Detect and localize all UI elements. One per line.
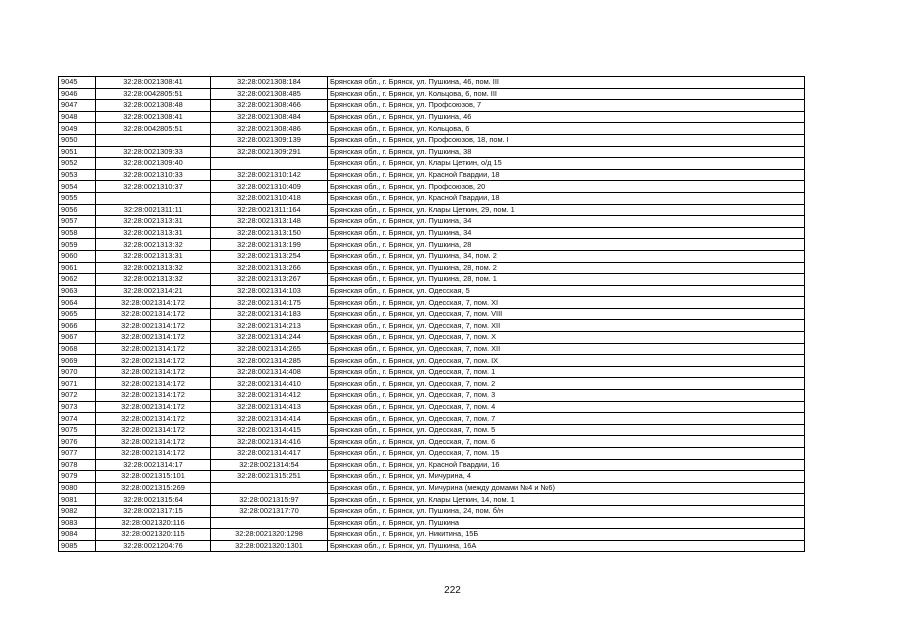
row-number-cell: 9052 <box>59 158 96 170</box>
table-row <box>59 471 805 483</box>
row-number-cell: 9078 <box>59 459 96 471</box>
land-cadastral-number-cell: 32:28:0021314:172 <box>96 424 211 436</box>
object-cadastral-number-cell: 32:28:0021313:266 <box>211 262 328 274</box>
address-cell: Брянская обл., г. Брянск, ул. Одесская, 7, пом. 2 <box>328 378 805 390</box>
land-cadastral-number-cell: 32:28:0021314:172 <box>96 332 211 344</box>
table-row <box>59 378 805 390</box>
object-cadastral-number-cell: 32:28:0021314:415 <box>211 424 328 436</box>
table-row <box>59 308 805 320</box>
table-row <box>59 459 805 471</box>
row-number-cell: 9054 <box>59 181 96 193</box>
address-cell: Брянская обл., г. Брянск, ул. Одесская, 7, пом. X <box>328 332 805 344</box>
table-row <box>59 100 805 112</box>
table-row <box>59 239 805 251</box>
row-number-cell: 9047 <box>59 100 96 112</box>
address-cell: Брянская обл., г. Брянск, ул. Красной Гвардии, 16 <box>328 459 805 471</box>
object-cadastral-number-cell: 32:28:0021315:97 <box>211 494 328 506</box>
object-cadastral-number-cell: 32:28:0021314:413 <box>211 401 328 413</box>
table-row <box>59 401 805 413</box>
object-cadastral-number-cell: 32:28:0021317:70 <box>211 505 328 517</box>
address-cell: Брянская обл., г. Брянск, ул. Одесская, 7, пом. 7 <box>328 413 805 425</box>
row-number-cell: 9062 <box>59 274 96 286</box>
land-cadastral-number-cell: 32:28:0021314:172 <box>96 355 211 367</box>
object-cadastral-number-cell: 32:28:0021314:183 <box>211 308 328 320</box>
address-cell: Брянская обл., г. Брянск, ул. Пушкина, 24, пом. б/н <box>328 505 805 517</box>
address-cell: Брянская обл., г. Брянск, ул. Пушкина, 28, пом. 2 <box>328 262 805 274</box>
row-number-cell: 9064 <box>59 297 96 309</box>
address-cell: Брянская обл., г. Брянск, ул. Пушкина, 34 <box>328 216 805 228</box>
table-row <box>59 297 805 309</box>
address-cell: Брянская обл., г. Брянск, ул. Одесская, 7, пом. 4 <box>328 401 805 413</box>
row-number-cell: 9073 <box>59 401 96 413</box>
object-cadastral-number-cell: 32:28:0021314:175 <box>211 297 328 309</box>
object-cadastral-number-cell: 32:28:0021314:103 <box>211 285 328 297</box>
row-number-cell: 9046 <box>59 88 96 100</box>
object-cadastral-number-cell: 32:28:0021313:150 <box>211 227 328 239</box>
address-cell: Брянская обл., г. Брянск, ул. Одесская, 7, пом. 3 <box>328 390 805 402</box>
land-cadastral-number-cell: 32:28:0021314:172 <box>96 343 211 355</box>
land-cadastral-number-cell: 32:28:0021310:33 <box>96 169 211 181</box>
object-cadastral-number-cell: 32:28:0021308:486 <box>211 123 328 135</box>
row-number-cell: 9081 <box>59 494 96 506</box>
address-cell: Брянская обл., г. Брянск, ул. Одесская, 7, пом. 15 <box>328 448 805 460</box>
address-cell: Брянская обл., г. Брянск, ул. Одесская, 7, пом. XII <box>328 320 805 332</box>
address-cell: Брянская обл., г. Брянск, ул. Никитина, 15Б <box>328 529 805 541</box>
table-row <box>59 517 805 529</box>
address-cell: Брянская обл., г. Брянск, ул. Пушкина <box>328 517 805 529</box>
address-cell: Брянская обл., г. Брянск, ул. Одесская, 7, пом. IX <box>328 355 805 367</box>
address-cell: Брянская обл., г. Брянск, ул. Пушкина, 28 <box>328 239 805 251</box>
object-cadastral-number-cell: 32:28:0021308:184 <box>211 77 328 89</box>
table-row <box>59 123 805 135</box>
row-number-cell: 9079 <box>59 471 96 483</box>
land-cadastral-number-cell: 32:28:0021308:41 <box>96 77 211 89</box>
table-row <box>59 169 805 181</box>
row-number-cell: 9070 <box>59 366 96 378</box>
row-number-cell: 9048 <box>59 111 96 123</box>
table-row <box>59 413 805 425</box>
land-cadastral-number-cell: 32:28:0021314:17 <box>96 459 211 471</box>
table-row <box>59 494 805 506</box>
table-row <box>59 111 805 123</box>
land-cadastral-number-cell: 32:28:0021317:15 <box>96 505 211 517</box>
land-cadastral-number-cell: 32:28:0021320:116 <box>96 517 211 529</box>
land-cadastral-number-cell: 32:28:0021308:48 <box>96 100 211 112</box>
object-cadastral-number-cell: 32:28:0021314:417 <box>211 448 328 460</box>
row-number-cell: 9058 <box>59 227 96 239</box>
row-number-cell: 9080 <box>59 482 96 494</box>
land-cadastral-number-cell: 32:28:0021314:172 <box>96 297 211 309</box>
land-cadastral-number-cell: 32:28:0021314:21 <box>96 285 211 297</box>
row-number-cell: 9057 <box>59 216 96 228</box>
object-cadastral-number-cell: 32:28:0021314:416 <box>211 436 328 448</box>
object-cadastral-number-cell: 32:28:0021309:139 <box>211 134 328 146</box>
row-number-cell: 9050 <box>59 134 96 146</box>
land-cadastral-number-cell: 32:28:0021204:76 <box>96 540 211 552</box>
land-cadastral-number-cell: 32:28:0021314:172 <box>96 413 211 425</box>
object-cadastral-number-cell: 32:28:0021314:414 <box>211 413 328 425</box>
object-cadastral-number-cell: 32:28:0021308:485 <box>211 88 328 100</box>
table-row <box>59 424 805 436</box>
row-number-cell: 9060 <box>59 250 96 262</box>
row-number-cell: 9068 <box>59 343 96 355</box>
object-cadastral-number-cell: 32:28:0021309:291 <box>211 146 328 158</box>
land-cadastral-number-cell: 32:28:0021313:31 <box>96 250 211 262</box>
land-cadastral-number-cell: 32:28:0021309:40 <box>96 158 211 170</box>
land-cadastral-number-cell: 32:28:0021313:32 <box>96 274 211 286</box>
address-cell: Брянская обл., г. Брянск, ул. Пушкина, 28, пом. 1 <box>328 274 805 286</box>
table-row <box>59 482 805 494</box>
row-number-cell: 9056 <box>59 204 96 216</box>
row-number-cell: 9076 <box>59 436 96 448</box>
table-row <box>59 227 805 239</box>
object-cadastral-number-cell: 32:28:0021311:164 <box>211 204 328 216</box>
address-cell: Брянская обл., г. Брянск, ул. Пушкина, 38 <box>328 146 805 158</box>
address-cell: Брянская обл., г. Брянск, ул. Клары Цеткин, 29, пом. 1 <box>328 204 805 216</box>
table-row <box>59 320 805 332</box>
object-cadastral-number-cell: 32:28:0021310:142 <box>211 169 328 181</box>
table-row <box>59 390 805 402</box>
row-number-cell: 9071 <box>59 378 96 390</box>
object-cadastral-number-cell: 32:28:0021310:409 <box>211 181 328 193</box>
row-number-cell: 9072 <box>59 390 96 402</box>
table-row <box>59 77 805 89</box>
table-row <box>59 448 805 460</box>
table-row <box>59 88 805 100</box>
table-row <box>59 332 805 344</box>
row-number-cell: 9049 <box>59 123 96 135</box>
land-cadastral-number-cell: 32:28:0021311:11 <box>96 204 211 216</box>
address-cell: Брянская обл., г. Брянск, ул. Одесская, 7, пом. 6 <box>328 436 805 448</box>
object-cadastral-number-cell: 32:28:0021314:244 <box>211 332 328 344</box>
land-cadastral-number-cell: 32:28:0021314:172 <box>96 448 211 460</box>
address-cell: Брянская обл., г. Брянск, ул. Пушкина, 34, пом. 2 <box>328 250 805 262</box>
row-number-cell: 9067 <box>59 332 96 344</box>
address-cell: Брянская обл., г. Брянск, ул. Одесская, 7, пом. 5 <box>328 424 805 436</box>
row-number-cell: 9085 <box>59 540 96 552</box>
land-cadastral-number-cell: 32:28:0021314:172 <box>96 366 211 378</box>
object-cadastral-number-cell: 32:28:0021314:408 <box>211 366 328 378</box>
object-cadastral-number-cell: 32:28:0021313:267 <box>211 274 328 286</box>
address-cell: Брянская обл., г. Брянск, ул. Клары Цеткин, 14, пом. 1 <box>328 494 805 506</box>
land-cadastral-number-cell: 32:28:0021320:115 <box>96 529 211 541</box>
object-cadastral-number-cell: 32:28:0021308:484 <box>211 111 328 123</box>
row-number-cell: 9045 <box>59 77 96 89</box>
address-cell: Брянская обл., г. Брянск, ул. Мичурина, 4 <box>328 471 805 483</box>
object-cadastral-number-cell: 32:28:0021314:265 <box>211 343 328 355</box>
row-number-cell: 9061 <box>59 262 96 274</box>
land-cadastral-number-cell <box>96 134 211 146</box>
land-cadastral-number-cell: 32:28:0021310:37 <box>96 181 211 193</box>
object-cadastral-number-cell: 32:28:0021314:412 <box>211 390 328 402</box>
object-cadastral-number-cell: 32:28:0021320:1301 <box>211 540 328 552</box>
address-cell: Брянская обл., г. Брянск, ул. Профсоюзов, 20 <box>328 181 805 193</box>
row-number-cell: 9069 <box>59 355 96 367</box>
property-table-body <box>59 77 805 552</box>
object-cadastral-number-cell: 32:28:0021320:1298 <box>211 529 328 541</box>
row-number-cell: 9066 <box>59 320 96 332</box>
table-row <box>59 505 805 517</box>
table-row <box>59 216 805 228</box>
land-cadastral-number-cell: 32:28:0021313:32 <box>96 262 211 274</box>
land-cadastral-number-cell: 32:28:0021314:172 <box>96 401 211 413</box>
land-cadastral-number-cell: 32:28:0021315:269 <box>96 482 211 494</box>
row-number-cell: 9059 <box>59 239 96 251</box>
land-cadastral-number-cell: 32:28:0021314:172 <box>96 390 211 402</box>
row-number-cell: 9077 <box>59 448 96 460</box>
address-cell: Брянская обл., г. Брянск, ул. Мичурина (между домами №4 и №6) <box>328 482 805 494</box>
address-cell: Брянская обл., г. Брянск, ул. Профсоюзов, 18, пом. I <box>328 134 805 146</box>
object-cadastral-number-cell: 32:28:0021313:148 <box>211 216 328 228</box>
object-cadastral-number-cell: 32:28:0021314:54 <box>211 459 328 471</box>
object-cadastral-number-cell <box>211 517 328 529</box>
address-cell: Брянская обл., г. Брянск, ул. Одесская, 7, пом. XII <box>328 343 805 355</box>
row-number-cell: 9074 <box>59 413 96 425</box>
land-cadastral-number-cell: 32:28:0042805:51 <box>96 88 211 100</box>
table-row <box>59 274 805 286</box>
land-cadastral-number-cell: 32:28:0021313:31 <box>96 216 211 228</box>
table-row <box>59 366 805 378</box>
row-number-cell: 9082 <box>59 505 96 517</box>
table-row <box>59 134 805 146</box>
address-cell: Брянская обл., г. Брянск, ул. Клары Цеткин, о/д 15 <box>328 158 805 170</box>
address-cell: Брянская обл., г. Брянск, ул. Красной Гвардии, 18 <box>328 169 805 181</box>
object-cadastral-number-cell: 32:28:0021313:199 <box>211 239 328 251</box>
land-cadastral-number-cell: 32:28:0021314:172 <box>96 308 211 320</box>
object-cadastral-number-cell: 32:28:0021314:285 <box>211 355 328 367</box>
row-number-cell: 9051 <box>59 146 96 158</box>
page-number: 222 <box>444 585 461 596</box>
land-cadastral-number-cell: 32:28:0021313:31 <box>96 227 211 239</box>
table-row <box>59 285 805 297</box>
table-row <box>59 204 805 216</box>
table-row <box>59 181 805 193</box>
row-number-cell: 9053 <box>59 169 96 181</box>
address-cell: Брянская обл., г. Брянск, ул. Одесская, 7, пом. 1 <box>328 366 805 378</box>
table-row <box>59 355 805 367</box>
row-number-cell: 9055 <box>59 192 96 204</box>
address-cell: Брянская обл., г. Брянск, ул. Кольцова, 6, пом. III <box>328 88 805 100</box>
row-number-cell: 9063 <box>59 285 96 297</box>
table-row <box>59 529 805 541</box>
address-cell: Брянская обл., г. Брянск, ул. Пушкина, 46, пом. III <box>328 77 805 89</box>
land-cadastral-number-cell: 32:28:0021314:172 <box>96 320 211 332</box>
table-row <box>59 436 805 448</box>
address-cell: Брянская обл., г. Брянск, ул. Красной Гвардии, 18 <box>328 192 805 204</box>
address-cell: Брянская обл., г. Брянск, ул. Пушкина, 34 <box>328 227 805 239</box>
row-number-cell: 9084 <box>59 529 96 541</box>
land-cadastral-number-cell: 32:28:0021315:64 <box>96 494 211 506</box>
object-cadastral-number-cell: 32:28:0021313:254 <box>211 250 328 262</box>
table-row <box>59 343 805 355</box>
land-cadastral-number-cell: 32:28:0021314:172 <box>96 378 211 390</box>
table-row <box>59 540 805 552</box>
row-number-cell: 9075 <box>59 424 96 436</box>
land-cadastral-number-cell: 32:28:0021313:32 <box>96 239 211 251</box>
address-cell: Брянская обл., г. Брянск, ул. Одесская, 5 <box>328 285 805 297</box>
object-cadastral-number-cell: 32:28:0021314:410 <box>211 378 328 390</box>
land-cadastral-number-cell: 32:28:0021314:172 <box>96 436 211 448</box>
property-table <box>58 76 805 552</box>
address-cell: Брянская обл., г. Брянск, ул. Кольцова, 6 <box>328 123 805 135</box>
land-cadastral-number-cell: 32:28:0021315:101 <box>96 471 211 483</box>
land-cadastral-number-cell: 32:28:0021309:33 <box>96 146 211 158</box>
table-row <box>59 158 805 170</box>
object-cadastral-number-cell: 32:28:0021314:213 <box>211 320 328 332</box>
address-cell: Брянская обл., г. Брянск, ул. Одесская, 7, пом. XI <box>328 297 805 309</box>
table-row <box>59 192 805 204</box>
land-cadastral-number-cell: 32:28:0042805:51 <box>96 123 211 135</box>
table-row <box>59 146 805 158</box>
object-cadastral-number-cell: 32:28:0021310:418 <box>211 192 328 204</box>
address-cell: Брянская обл., г. Брянск, ул. Одесская, 7, пом. VIII <box>328 308 805 320</box>
row-number-cell: 9083 <box>59 517 96 529</box>
address-cell: Брянская обл., г. Брянск, ул. Пушкина, 16А <box>328 540 805 552</box>
address-cell: Брянская обл., г. Брянск, ул. Профсоюзов, 7 <box>328 100 805 112</box>
land-cadastral-number-cell: 32:28:0021308:41 <box>96 111 211 123</box>
object-cadastral-number-cell <box>211 482 328 494</box>
object-cadastral-number-cell: 32:28:0021315:251 <box>211 471 328 483</box>
row-number-cell: 9065 <box>59 308 96 320</box>
address-cell: Брянская обл., г. Брянск, ул. Пушкина, 46 <box>328 111 805 123</box>
table-row <box>59 262 805 274</box>
land-cadastral-number-cell <box>96 192 211 204</box>
object-cadastral-number-cell: 32:28:0021308:466 <box>211 100 328 112</box>
table-row <box>59 250 805 262</box>
object-cadastral-number-cell <box>211 158 328 170</box>
